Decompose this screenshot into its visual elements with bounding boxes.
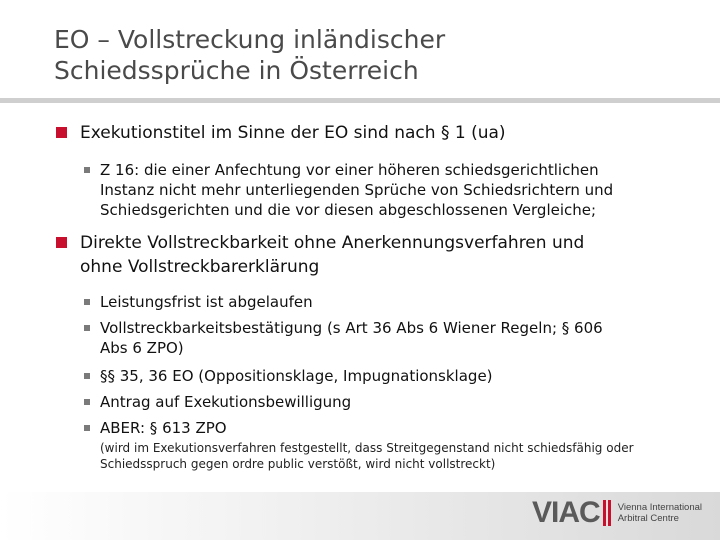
viac-logo	[532, 496, 702, 530]
subbullet-text: §§ 35, 36 EO (Oppositionsklage, Impugnationsklage)	[100, 367, 493, 385]
subbullet-text: ABER: § 613 ZPO	[100, 419, 227, 437]
slide-title	[54, 24, 674, 86]
slide-title-line-1: EO – Vollstreckung inländischer	[54, 25, 446, 54]
subbullet-text	[100, 160, 680, 220]
small-square-bullet-icon	[84, 299, 90, 305]
bullet-line: ohne Vollstreckbarerklärung	[80, 257, 320, 277]
logo-text-line: Vienna International	[617, 502, 703, 513]
bullet-text	[80, 231, 700, 279]
subbullet-text: Leistungsfrist ist abgelaufen	[100, 293, 313, 311]
subbullet-line: Abs 6 ZPO)	[100, 339, 184, 357]
footnote	[100, 440, 690, 472]
logo-text	[618, 502, 702, 524]
subbullet-text	[100, 318, 680, 358]
subbullet-line: Vollstreckbarkeitsbestätigung (s Art 36 Abs 6 Wiener Regeln; § 606	[100, 319, 603, 337]
logo-mark: VIAC	[532, 496, 600, 529]
square-bullet-icon	[56, 237, 67, 248]
small-square-bullet-icon	[84, 167, 90, 173]
logo-bars-icon	[603, 500, 613, 526]
square-bullet-icon	[56, 127, 67, 138]
logo-text-line: Arbitral Centre	[617, 513, 679, 524]
title-divider	[0, 98, 720, 103]
small-square-bullet-icon	[84, 373, 90, 379]
bullet-line: Direkte Vollstreckbarkeit ohne Anerkennungsverfahren und	[80, 233, 585, 253]
bullet-text: Exekutionstitel im Sinne der EO sind nach § 1 (ua)	[80, 123, 506, 143]
small-square-bullet-icon	[84, 425, 90, 431]
slide-title-line-2: Schiedssprüche in Österreich	[54, 56, 419, 85]
small-square-bullet-icon	[84, 399, 90, 405]
subbullet-line: Z 16: die einer Anfechtung vor einer höheren schiedsgerichtlichen	[100, 161, 599, 179]
small-square-bullet-icon	[84, 325, 90, 331]
footnote-line: (wird im Exekutionsverfahren festgestellt, dass Streitgegenstand nicht schiedsfähig oder	[100, 441, 634, 455]
subbullet-line: Instanz nicht mehr unterliegenden Sprüche von Schiedsrichtern und	[100, 181, 614, 199]
footnote-line: Schiedsspruch gegen ordre public verstößt, wird nicht vollstreckt)	[100, 457, 496, 471]
subbullet-line: Schiedsgerichten und die vor diesen abgeschlossenen Vergleiche;	[100, 201, 597, 219]
subbullet-text: Antrag auf Exekutionsbewilligung	[100, 393, 352, 411]
